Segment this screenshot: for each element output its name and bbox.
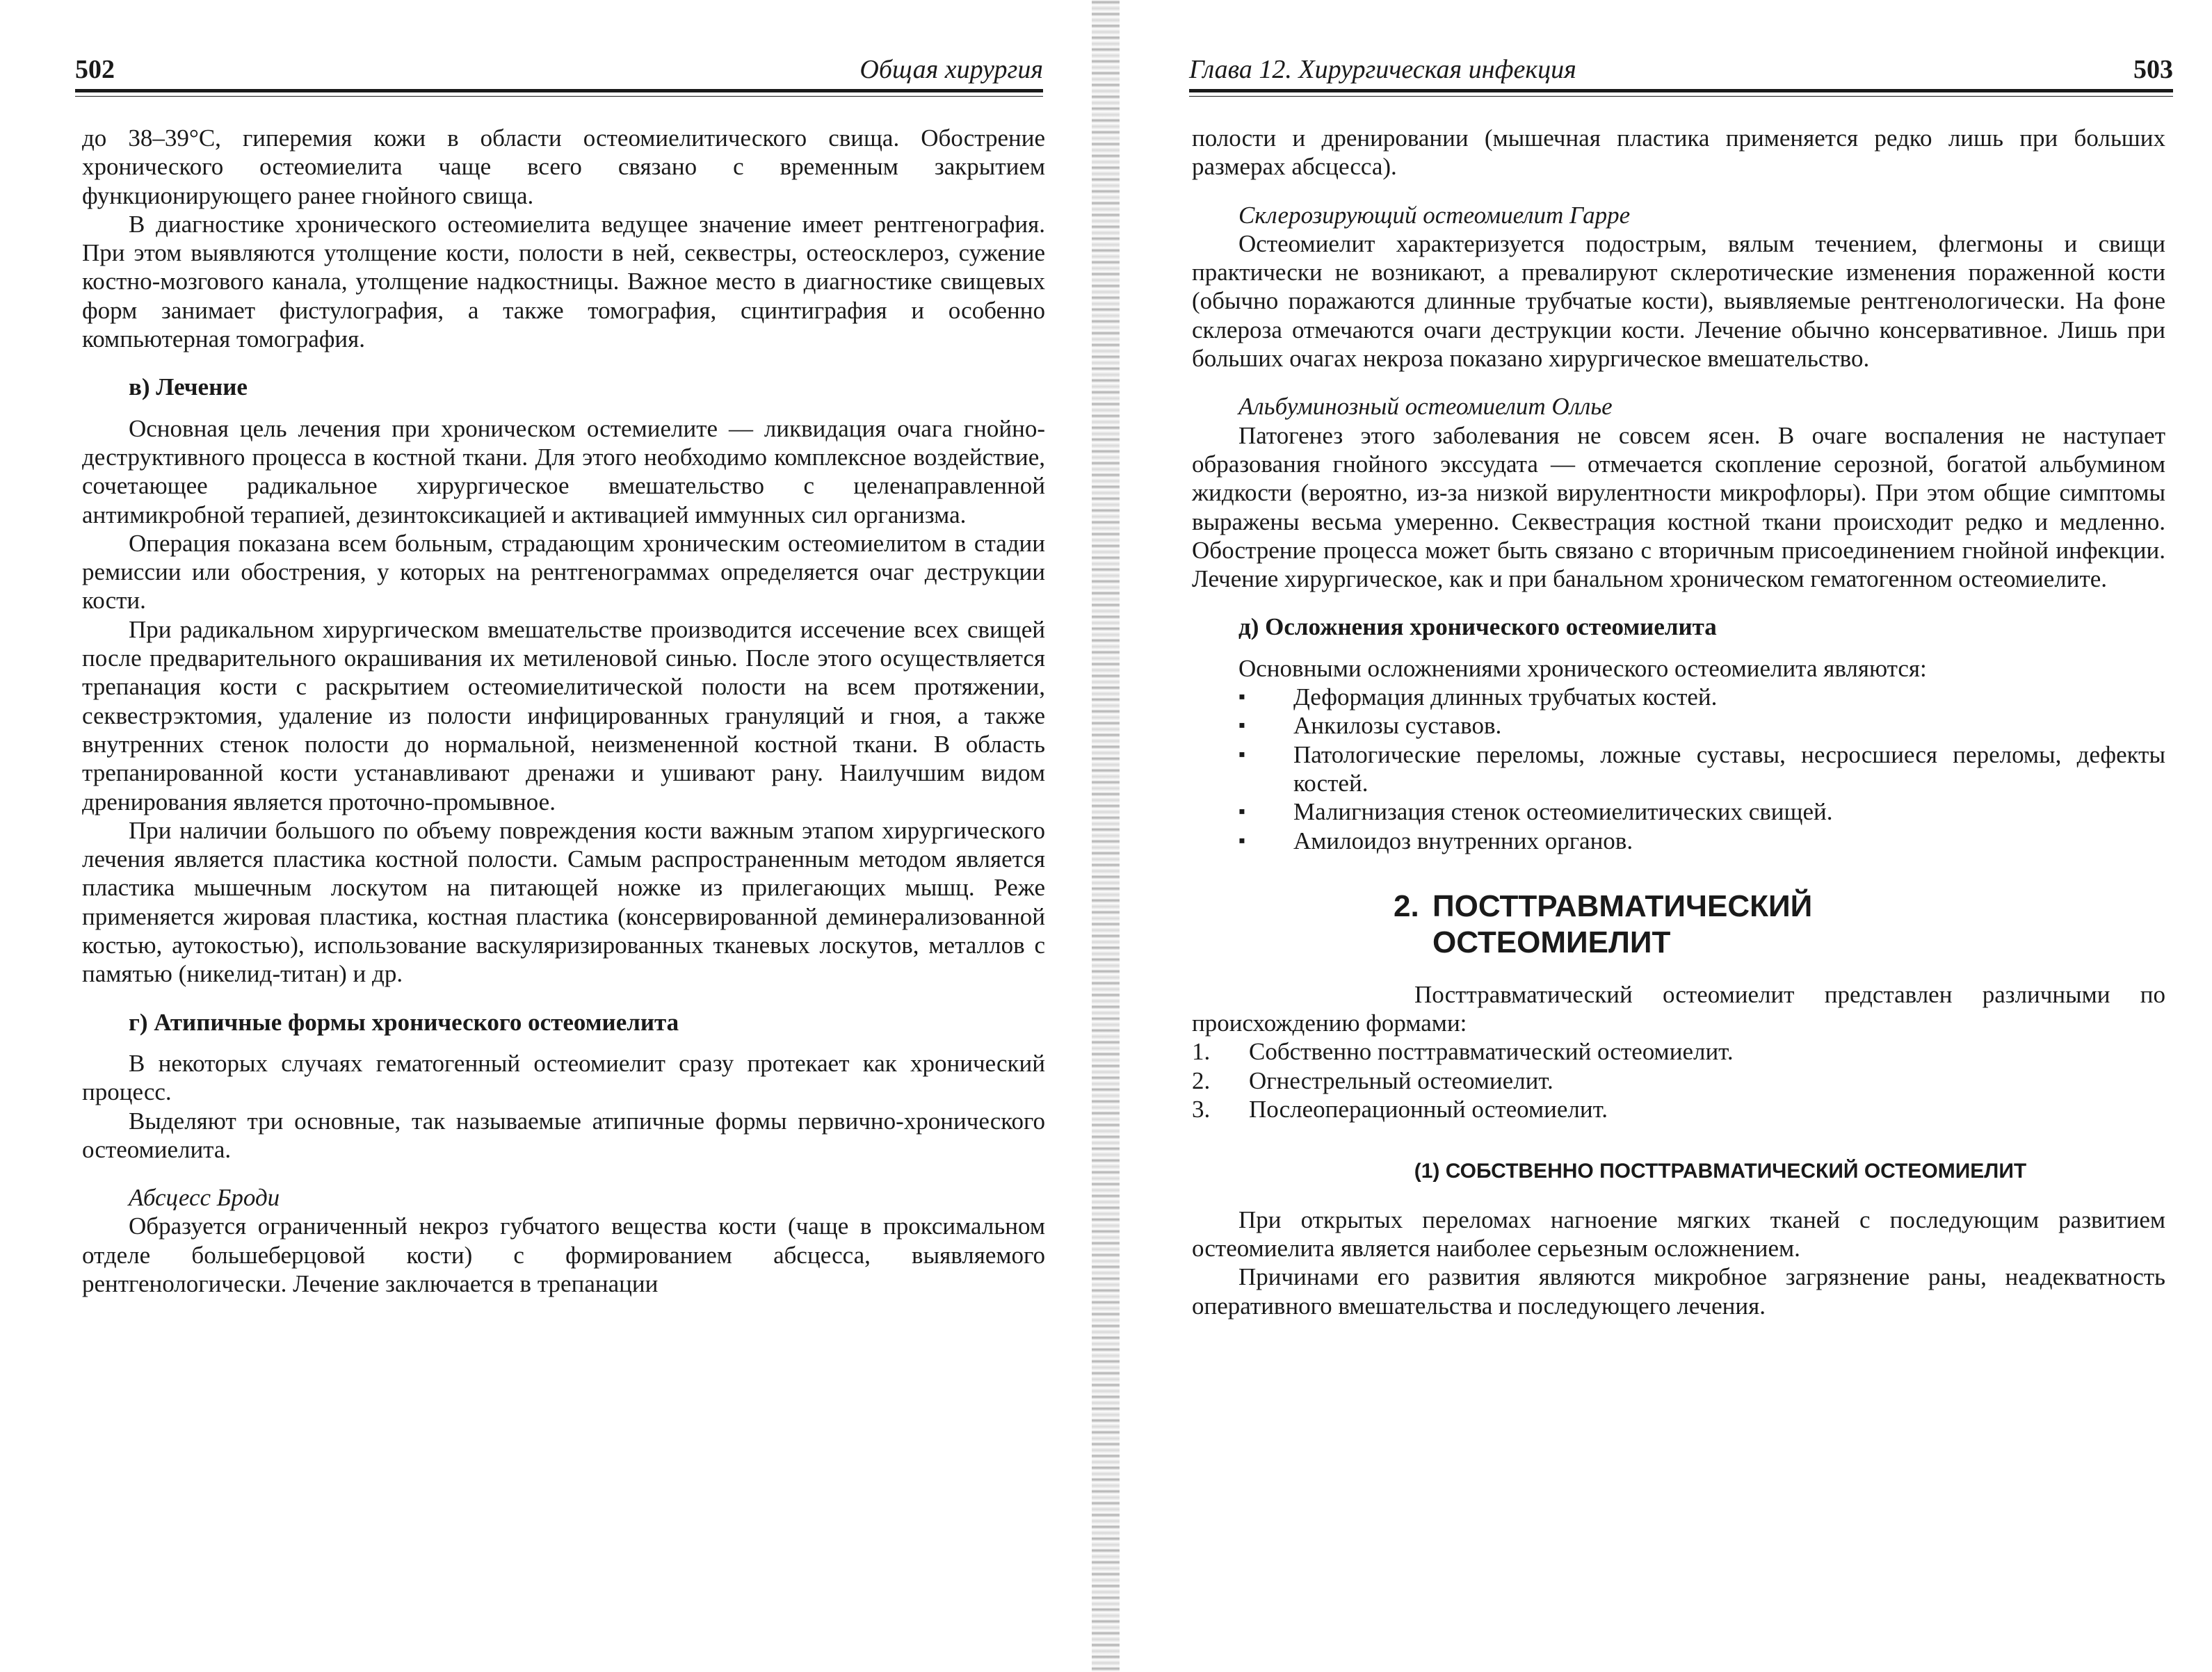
- paragraph: Операция показана всем больным, страдающим хроническим остеомиелитом в стадии ремиссии или обострения, у которых на рентгенограммах определяется очаг деструкции кости.: [82, 529, 1045, 615]
- paragraph: Образуется ограниченный некроз губчатого вещества кости (чаще в проксимальном отделе большеберцовой кости) с формированием абсцесса, выявляемого рентгенологически. Лечение заключается в трепанации: [82, 1212, 1045, 1297]
- list-item: 2. Огнестрельный остеомиелит.: [1192, 1066, 1553, 1094]
- paragraph: В диагностике хронического остеомиелита ведущее значение имеет рентгенография. При этом выявляются утолщение кости, полости в ней, секвестры, остеосклероз, сужение костно-мозгового канала, утолщение надкостницы. Важное место в диагностике свищевых форм занимает фистулография, а также томография, сцинтиграфия и особенно компьютерная томография.: [82, 210, 1045, 353]
- paragraph: Посттравматический остеомиелит представлен различными по происхождению формами:: [1192, 980, 2165, 1037]
- forms-list: [1192, 1037, 2165, 1123]
- list-item: ▪ Патологические переломы, ложные суставы, несросшиеся переломы, дефекты костей.: [1192, 740, 2165, 798]
- left-page: [0, 0, 1085, 1672]
- paragraph: В некоторых случаях гематогенный остеомиелит сразу протекает как хронический процесс.: [82, 1049, 1045, 1106]
- subsection-heading: Альбуминозный остеомиелит Оллье: [1238, 393, 1613, 421]
- chapter-heading: [1192, 888, 2165, 961]
- paragraph: полости и дренировании (мышечная пластика применяется редко лишь при больших размерах абсцесса).: [1192, 124, 2165, 181]
- paragraph: Остеомиелит характеризуется подострым, вялым течением, флегмоны и свищи практически не возникают, а превалируют склеротические изменения пораженной кости (обычно поражаются длинные трубчатые кости), выявляемые рентгенологически. На фоне склероза отмечаются очаги деструкции кости. Лечение обычно консервативное. Лишь при больших очагах некроза показано хирургическое вмешательство.: [1192, 229, 2165, 373]
- subchapter-heading: (1) СОБСТВЕННО ПОСТТРАВМАТИЧЕСКИЙ ОСТЕОМИЕЛИТ: [1414, 1160, 2027, 1183]
- chapter-title: ПОСТТРАВМАТИЧЕСКИЙ ОСТЕОМИЕЛИТ: [1432, 888, 1813, 959]
- body-text: [1192, 124, 2165, 1320]
- list-item: 3. Послеоперационный остеомиелит.: [1192, 1096, 1608, 1123]
- running-title: Глава 12. Хирургическая инфекция: [1189, 55, 1576, 84]
- paragraph: Причинами его развития являются микробное загрязнение раны, неадекватность оперативного вмешательства и последующего лечения.: [1192, 1263, 2165, 1320]
- subsection-heading: Склерозирующий остеомиелит Гарре: [1238, 201, 1631, 229]
- section-heading: д) Осложнения хронического остеомиелита: [1238, 613, 1717, 641]
- paragraph: до 38–39°С, гиперемия кожи в области остеомиелитического свища. Обострение хронического остеомиелита чаще всего связано с временным закрытием функционирующего ранее гнойного свища.: [82, 124, 1045, 209]
- right-page: [1120, 0, 2212, 1672]
- paragraph: При наличии большого по объему повреждения кости важным этапом хирургического лечения является пластика костной полости. Самым распространенным методом является пластика мышечным лоскутом на питающей ножке из прилегающих мышц. Реже применяется жировая пластика, костная пластика (консервированной деминерализованной костью, аутокостью), использование васкуляризированных тканевых лоскутов, металлов с памятью (никелид-титан) и др.: [82, 816, 1045, 988]
- running-title: Общая хирургия: [859, 55, 1043, 84]
- list-item: ▪ Анкилозы суставов.: [1192, 711, 2165, 740]
- paragraph: При открытых переломах нагноение мягких тканей с последующим развитием остеомиелита является наиболее серьезным осложнением.: [1192, 1206, 2165, 1262]
- running-head: [75, 50, 1043, 93]
- header-rule: [75, 89, 1043, 92]
- header-rule: [1189, 89, 2173, 92]
- section-heading: в) Лечение: [129, 373, 248, 401]
- chapter-number: 2.: [1394, 888, 1419, 923]
- body-text: [82, 124, 1045, 1298]
- list-item: ▪ Амилоидоз внутренних органов.: [1192, 827, 2165, 855]
- subsection-heading: Абсцесс Броди: [129, 1184, 280, 1212]
- list-item: 1. Собственно посттравматический остеомиелит.: [1192, 1038, 1734, 1066]
- complications-list: [1192, 683, 2165, 855]
- page-number: 502: [75, 55, 115, 84]
- page-number: 503: [2133, 55, 2173, 84]
- section-heading: г) Атипичные формы хронического остеомиелита: [129, 1008, 679, 1036]
- paragraph: Выделяют три основные, так называемые атипичные формы первично-хронического остеомиелита.: [82, 1107, 1045, 1163]
- list-item: ▪ Малигнизация стенок остеомиелитических свищей.: [1192, 797, 2165, 826]
- paragraph: Патогенез этого заболевания не совсем ясен. В очаге воспаления не наступает образования гнойного экссудата — отмечается скопление серозной, богатой альбумином жидкости (вероятно, из-за низкой вирулентности микрофлоры). При этом общие симптомы выражены весьма умеренно. Секвестрация костной ткани происходит редко и медленно. Обострение процесса может быть связано с вторичным присоединением гнойной инфекции. Лечение хирургическое, как и при банальном хроническом гематогенном остеомиелите.: [1192, 421, 2165, 593]
- running-head: [1189, 50, 2173, 93]
- book-gutter: [1092, 0, 1120, 1672]
- paragraph: При радикальном хирургическом вмешательстве производится иссечение всех свищей после предварительного окрашивания их метиленовой синью. После этого осуществляется трепанация кости с раскрытием остеомиелитической полости на всем протяжении, секвестрэктомия, удаление из полости инфицированных грануляций и гноя, а также внутренних стенок полости до нормальной, неизмененной костной ткани. В область трепанированной кости устанавливают дренажи и ушивают рану. Наилучшим видом дренирования является проточно-промывное.: [82, 615, 1045, 815]
- paragraph: Основными осложнениями хронического остеомиелита являются:: [1238, 654, 1927, 682]
- paragraph: Основная цель лечения при хроническом остемиелите — ликвидация очага гнойно-деструктивного процесса в костной ткани. Для этого необходимо комплексное воздействие, сочетающее радикальное хирургическое вмешательство с целенаправленной антимикробной терапией, дезинтоксикацией и активацией иммунных сил организма.: [82, 414, 1045, 528]
- list-item: ▪ Деформация длинных трубчатых костей.: [1192, 683, 2165, 711]
